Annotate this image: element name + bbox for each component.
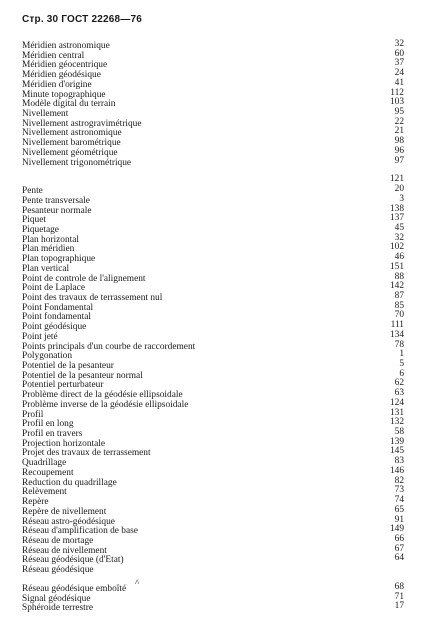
index-term: Nivellement astrogravimétrique <box>22 118 142 129</box>
index-entry <box>22 456 404 469</box>
index-entry <box>22 203 404 217</box>
index-page-number: 87 <box>394 290 404 301</box>
index-page-number: 96 <box>394 145 404 156</box>
index-entry <box>22 446 404 459</box>
term-index <box>22 39 404 614</box>
index-page-number: 62 <box>394 378 404 389</box>
index-page-number: 5 <box>399 359 404 369</box>
index-term: Piquetage <box>22 224 59 235</box>
index-term: Pesanteur normale <box>22 205 92 216</box>
index-page-number: 67 <box>394 543 404 554</box>
index-page-number: 134 <box>389 329 404 340</box>
index-page-number: 78 <box>394 339 404 350</box>
index-page-number: 71 <box>394 591 404 602</box>
index-term: Plan topographique <box>22 254 96 265</box>
index-entry <box>22 252 404 265</box>
page-header: Стр. 30 ГОСТ 22268—76 <box>22 14 142 25</box>
index-page-number: 60 <box>394 48 404 59</box>
index-entry <box>22 407 404 421</box>
index-group <box>22 39 404 168</box>
index-page-number: 41 <box>394 77 404 88</box>
index-term: Plan méridien <box>22 244 75 255</box>
index-page-number: 46 <box>394 252 404 263</box>
index-page-number: 70 <box>394 310 404 321</box>
index-page-number: 32 <box>394 232 404 243</box>
index-page-number: 95 <box>394 107 404 118</box>
index-page-number: 58 <box>394 427 404 438</box>
index-entry <box>22 485 404 498</box>
index-term: Minute topographique <box>22 89 106 100</box>
index-term: Modèle digital du terrain <box>22 99 116 110</box>
index-page-number: 3 <box>399 193 404 204</box>
index-term: Point des travaux de terrassement nul <box>22 292 163 303</box>
index-entry <box>22 155 404 169</box>
index-term: Méridien d'origine <box>22 79 92 90</box>
index-page-number: 24 <box>394 68 404 79</box>
index-page-number: 98 <box>394 136 404 147</box>
index-page-number: 73 <box>394 485 404 496</box>
index-entry <box>22 566 404 576</box>
index-term: Point fondamental <box>22 312 91 323</box>
index-term: Réseau géodésique <box>22 565 94 576</box>
index-page-number: 145 <box>389 446 404 457</box>
index-term: Quadrillage <box>22 458 67 469</box>
index-term: Nivellement barométrique <box>22 138 121 149</box>
index-term: Point de Laplace <box>22 283 85 294</box>
index-page-number: 1 <box>399 349 404 360</box>
index-term: Nivellement géométrique <box>22 147 118 158</box>
index-page-number: 151 <box>389 261 404 272</box>
index-term: Nivellement astronomique <box>22 128 122 139</box>
index-page-number: 132 <box>389 417 404 428</box>
index-entry <box>22 232 404 246</box>
index-term: Points principals d'un courbe de raccordement <box>22 341 196 352</box>
index-term: Recoupement <box>22 467 74 478</box>
index-term: Réseau géodésique emboîté <box>22 583 127 594</box>
group-spacer <box>22 168 404 177</box>
index-page-number: 74 <box>394 495 404 506</box>
index-term: Reduction du quadrillage <box>22 477 117 488</box>
index-page-number: 22 <box>394 116 404 127</box>
index-term: Relèvement <box>22 487 67 498</box>
index-term: Problème inverse de la géodésie ellipsoidale <box>22 399 189 410</box>
index-page-number: 149 <box>389 524 404 535</box>
index-term: Projet des travaux de terrassement <box>22 448 151 459</box>
index-term: Pente transversale <box>22 195 90 206</box>
index-term: Profil en travers <box>22 429 83 440</box>
index-page-number: 82 <box>394 475 404 486</box>
index-page-number: 37 <box>394 58 404 69</box>
index-term: Plan vertical <box>22 263 70 274</box>
index-term: Point de controle de l'alignement <box>22 273 146 284</box>
index-group <box>22 174 404 469</box>
index-term: Potentiel de la pesanteur <box>22 361 114 371</box>
index-page-number: 146 <box>389 465 404 476</box>
index-page-number: 112 <box>390 87 404 98</box>
index-entry <box>22 222 404 236</box>
index-page-number: 137 <box>389 213 404 224</box>
index-entry <box>22 97 404 110</box>
index-page-number: 138 <box>389 203 404 214</box>
index-page-number: 121 <box>389 174 404 185</box>
index-term: Nivellement <box>22 109 69 120</box>
index-page-number: 17 <box>394 601 404 612</box>
index-term: Projection horizontale <box>22 438 106 449</box>
index-term: Méridien géodésique <box>22 70 101 81</box>
index-term: Repère <box>22 497 49 508</box>
index-page-number: 21 <box>394 126 404 137</box>
index-page-number: 85 <box>394 300 404 311</box>
index-page-number: 88 <box>394 271 404 282</box>
index-page-number: 102 <box>389 242 404 253</box>
index-page-number: 142 <box>389 281 404 292</box>
index-term: Point jeté <box>22 331 58 342</box>
index-term: Polygonation <box>22 351 73 362</box>
index-entry <box>22 397 404 411</box>
index-page-number: 68 <box>394 581 404 592</box>
index-entry <box>22 320 404 333</box>
index-group <box>22 465 404 576</box>
index-page-number: 139 <box>389 436 404 447</box>
index-page-number: 6 <box>399 368 404 379</box>
index-page-number: 32 <box>394 39 404 49</box>
index-term: Sphéroide terrestre <box>22 603 94 614</box>
index-term: Nivellement trigonométrique <box>22 157 132 168</box>
index-page-number: 64 <box>394 553 404 564</box>
index-page-number: 63 <box>394 388 404 399</box>
index-term: Pente <box>22 186 43 197</box>
index-term: Potentiel de la pesanteur normal <box>22 370 143 381</box>
caret-mark: ^ <box>135 577 140 588</box>
index-term: Repère de nivellement <box>22 506 107 517</box>
index-page-number: 103 <box>389 97 404 108</box>
index-page-number: 97 <box>394 155 404 166</box>
index-term: Point Fondamental <box>22 302 94 313</box>
index-page-number: 20 <box>394 184 404 195</box>
index-term: Potentiel perturbateur <box>22 380 104 391</box>
index-term: Point géodésique <box>22 322 87 333</box>
index-term: Réseau géodésique (d'Etat) <box>22 555 124 566</box>
index-group <box>22 577 404 614</box>
index-entry <box>22 475 404 489</box>
index-term: Méridien astronomique <box>22 41 110 51</box>
index-term: Réseau de mortage <box>22 535 94 546</box>
index-page-number: 65 <box>394 504 404 515</box>
index-term: Méridien central <box>22 50 85 61</box>
index-term: Problème direct de la géodésie ellipsoidale <box>22 390 183 401</box>
index-page-number: 111 <box>390 320 404 331</box>
index-entry <box>22 174 404 187</box>
index-entry <box>22 601 404 614</box>
index-term: Plan horizontal <box>22 234 80 245</box>
index-entry <box>22 213 404 226</box>
index-term: Profil en long <box>22 419 74 430</box>
index-page-number: 66 <box>394 533 404 544</box>
index-page-number: 45 <box>394 222 404 233</box>
index-term: Profil <box>22 409 44 420</box>
index-page-number: 83 <box>394 456 404 467</box>
index-page-number: 131 <box>389 407 404 418</box>
index-term: Piquet <box>22 215 46 226</box>
index-page-number: 91 <box>394 514 404 525</box>
index-term: Méridien géocentrique <box>22 60 108 71</box>
index-term: Réseau astro-géodésique <box>22 516 115 527</box>
index-term: Réseau d'amplification de base <box>22 526 138 537</box>
index-page-number: 124 <box>389 397 404 408</box>
index-entry <box>22 339 404 353</box>
index-term: Réseau de nivellement <box>22 545 107 556</box>
index-term: Signal géodésique <box>22 593 91 604</box>
